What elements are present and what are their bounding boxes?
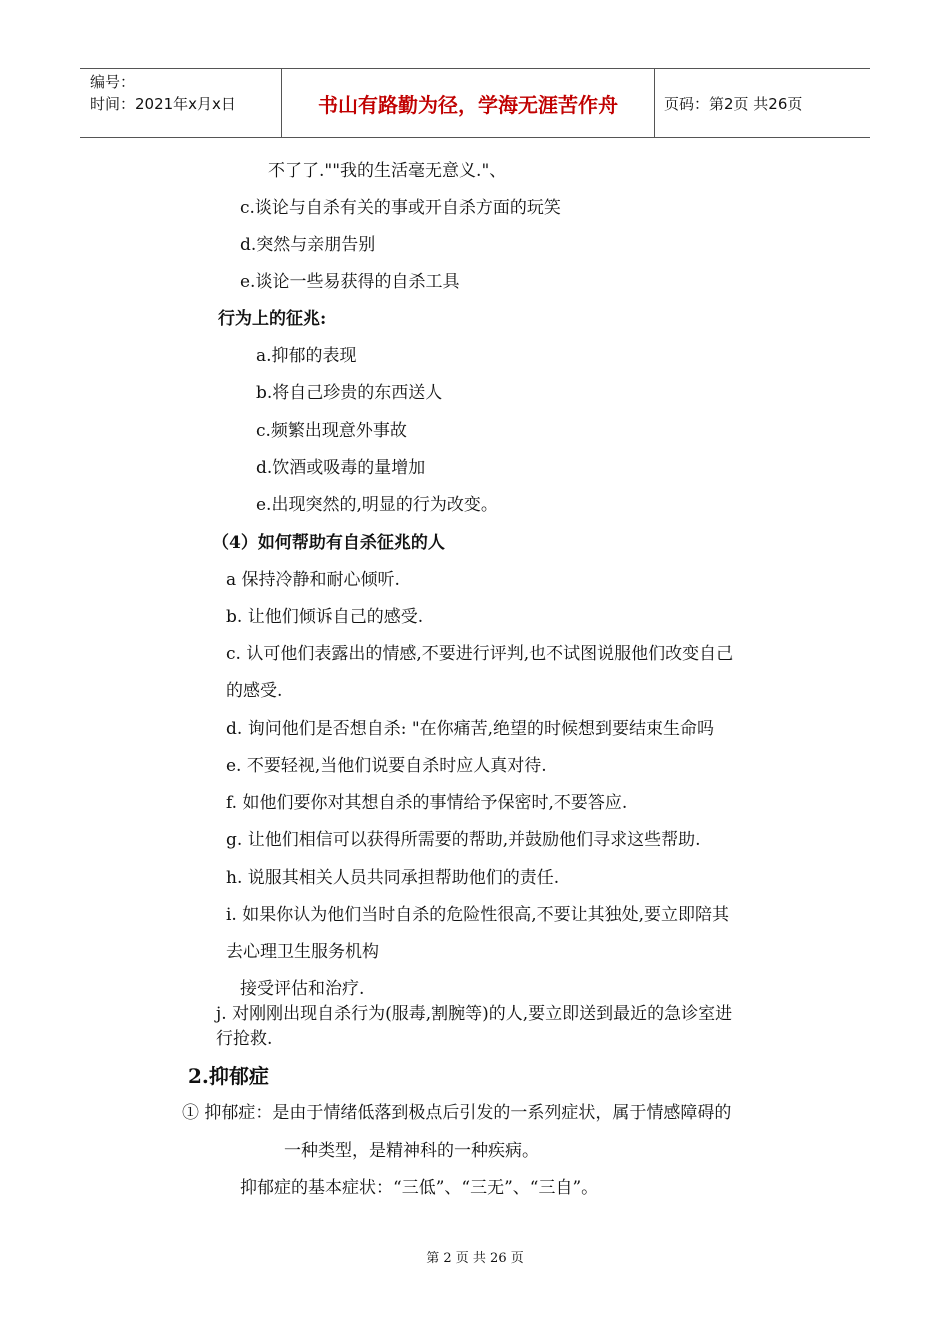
body-line: g. 让他们相信可以获得所需要的帮助,并鼓励他们寻求这些帮助.: [226, 830, 701, 850]
page-footer: 第 2 页 共 26 页: [426, 1251, 524, 1266]
body-line: 的感受.: [226, 681, 283, 701]
body-line: 抑郁症的基本症状：“三低”、“三无”、“三自”。: [240, 1178, 599, 1198]
header-divider: [654, 69, 655, 137]
body-line: 不了了.""我的生活毫无意义."、: [268, 161, 507, 181]
body-line: f. 如他们要你对其想自杀的事情给予保密时,不要答应.: [226, 793, 628, 813]
body-line: c.谈论与自杀有关的事或开自杀方面的玩笑: [240, 198, 561, 218]
body-line: e.出现突然的,明显的行为改变。: [256, 495, 498, 515]
body-line: e. 不要轻视,当他们说要自杀时应人真对待.: [226, 756, 547, 776]
body-line: c.频繁出现意外事故: [256, 421, 407, 441]
body-line: a 保持冷静和耐心倾听.: [226, 570, 400, 590]
body-line: i. 如果你认为他们当时自杀的危险性很高,不要让其独处,要立即陪其: [226, 905, 730, 925]
body-line: d.突然与亲朋告别: [240, 235, 376, 255]
body-line: b.将自己珍贵的东西送人: [256, 383, 443, 403]
body-line: ① 抑郁症：是由于情绪低落到极点后引发的一系列症状，属于情感障碍的: [182, 1103, 732, 1123]
header-motto: 书山有路勤为径，学海无涯苦作舟: [318, 92, 618, 117]
subheading: （4）如何帮助有自杀征兆的人: [212, 533, 445, 553]
body-line: 行抢救.: [216, 1029, 273, 1049]
body-line: d. 询问他们是否想自杀: "在你痛苦,绝望的时候想到要结束生命吗: [226, 719, 715, 739]
body-line: a.抑郁的表现: [256, 346, 357, 366]
section-heading: 2.抑郁症: [188, 1064, 269, 1088]
date-label: 时间：2021年x月x日: [90, 95, 236, 113]
subheading: 行为上的征兆:: [218, 309, 327, 329]
body-line: e.谈论一些易获得的自杀工具: [240, 272, 460, 292]
code-label: 编号：: [90, 73, 136, 91]
body-line: h. 说服其相关人员共同承担帮助他们的责任.: [226, 868, 560, 888]
body-line: 一种类型，是精神科的一种疾病。: [284, 1141, 539, 1161]
body-line: 接受评估和治疗.: [240, 979, 365, 999]
body-line: c. 认可他们表露出的情感,不要进行评判,也不试图说服他们改变自己: [226, 644, 734, 664]
body-line: b. 让他们倾诉自己的感受.: [226, 607, 424, 627]
body-line: d.饮酒或吸毒的量增加: [256, 458, 426, 478]
body-line: j. 对刚刚出现自杀行为(服毒,割腕等)的人,要立即送到最近的急诊室进: [216, 1004, 733, 1024]
body-line: 去心理卫生服务机构: [226, 942, 379, 962]
header-meta: [90, 71, 236, 115]
page-header: [80, 68, 870, 138]
header-page-info: 页码：第2页 共26页: [664, 94, 803, 113]
